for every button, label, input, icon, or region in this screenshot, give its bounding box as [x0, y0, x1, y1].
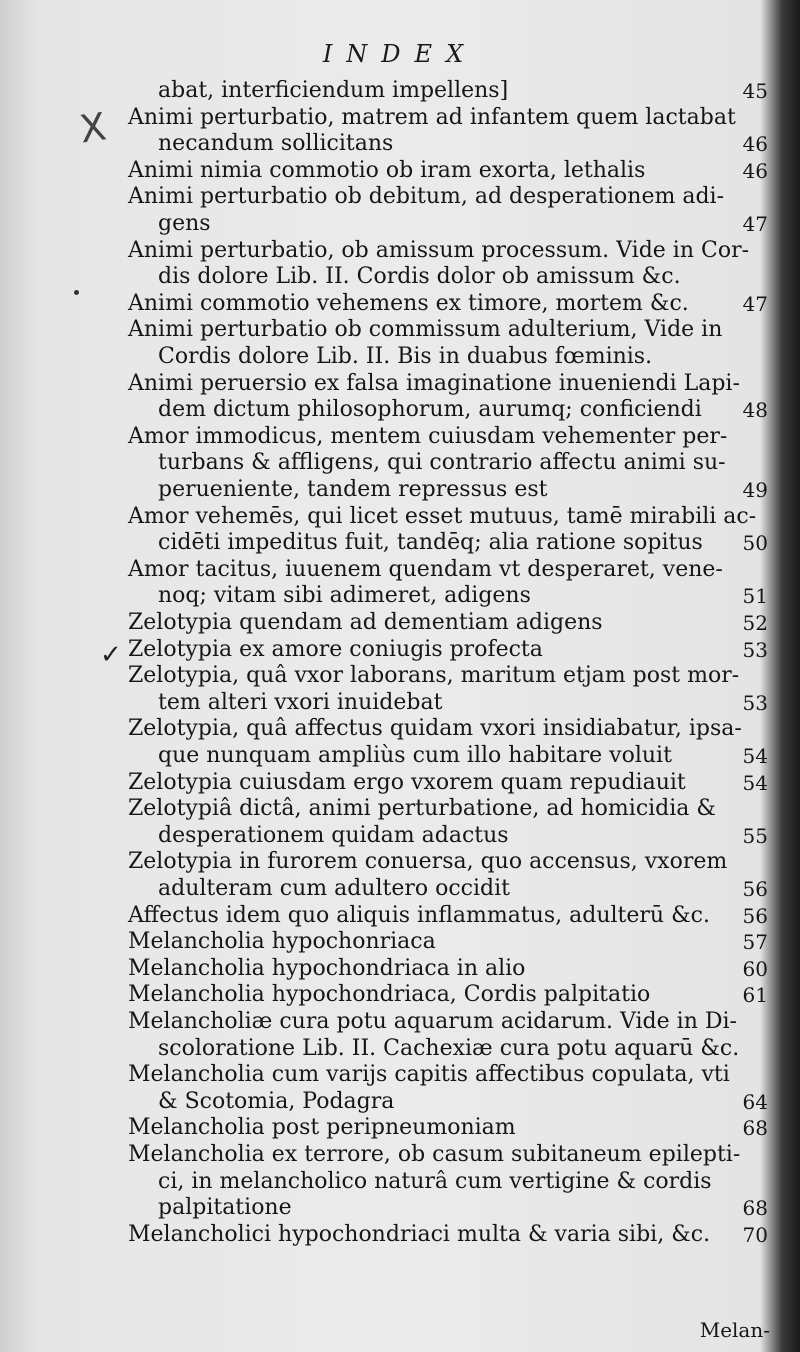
index-entry-text: Melancholia hypochonriaca — [128, 929, 436, 955]
margin-check-mark: ✓ — [100, 640, 122, 670]
index-entry-text: Animi nimia commotio ob iram exorta, lethalis — [128, 157, 646, 183]
index-page-number: 48 — [742, 398, 768, 423]
index-entry-text: desperationem quidam adactus — [158, 822, 509, 848]
index-page-number: 68 — [742, 1196, 768, 1221]
index-page-number: 54 — [742, 744, 768, 768]
index-entry-text: Zelotypia, quâ vxor laborans, maritum etjam post mor- — [128, 663, 740, 689]
index-page-number: 57 — [742, 930, 768, 955]
index-entry-text: Zelotypia quendam ad dementiam adigens — [128, 610, 603, 635]
index-entry-text: noq; vitam sibi adimeret, adigens — [158, 583, 531, 609]
index-page-number: 49 — [742, 478, 768, 502]
index-page-number: 60 — [742, 956, 768, 981]
index-entry-text: gens — [158, 211, 211, 236]
index-page-number: 52 — [742, 611, 768, 635]
index-entry-text: Animi perturbatio, ob amissum processum. Vide in Cor- — [128, 237, 750, 263]
index-page-number: 70 — [742, 1222, 768, 1247]
index-entry-text: Animi commotio vehemens ex timore, mortem &c. — [128, 290, 689, 316]
index-entry-text: Melancholiæ cura potu aquarum acidarum. Vide in Di- — [128, 1009, 737, 1034]
index-page-number: 51 — [742, 584, 768, 609]
index-page-number: 56 — [742, 877, 768, 901]
index-entry-text: dem dictum philosophorum, aurumq; conficiendi — [158, 397, 702, 423]
index-entry-text: Zelotypiâ dictâ, animi perturbatione, ad homicidia & — [128, 796, 716, 822]
index-page-number: 61 — [742, 983, 768, 1008]
index-page-number: 46 — [742, 132, 768, 157]
index-entry-text: Affectus idem quo aliquis inflammatus, adulterū &c. — [128, 902, 710, 928]
index-entry-text: Melancholici hypochondriaci multa & varia sibi, &c. — [128, 1221, 711, 1247]
index-entry-text: Melancholia post peripneumoniam — [128, 1115, 516, 1141]
index-entry-text: ci, in melancholico naturâ cum vertigine & cordis — [158, 1168, 712, 1194]
index-entry-text: necandum sollicitans — [158, 131, 394, 157]
ink-dot — [74, 290, 79, 295]
index-entry-text: abat, interficiendum impellens] — [158, 78, 509, 103]
index-entry-text: turbans & affligens, qui contrario affectu animi su- — [158, 450, 726, 476]
index-entry-text: que nunquam ampliùs cum illo habitare voluit — [158, 743, 672, 768]
index-entry-text: scoloratione Lib. II. Cachexiæ cura potu aquarū &c. — [158, 1035, 740, 1061]
index-entry-text: Zelotypia in furorem conuersa, quo accensus, vxorem — [128, 849, 728, 875]
index-entry-text: Amor vehemēs, qui licet esset mutuus, tamē mirabili ac- — [128, 503, 757, 529]
index-page-number: 53 — [742, 637, 768, 662]
margin-x-mark: X — [77, 104, 109, 152]
index-entry-text: Cordis dolore Lib. II. Bis in duabus fœminis. — [158, 344, 653, 369]
index-page-number: 64 — [742, 1089, 768, 1114]
index-entry-text: tem alteri vxori inuidebat — [158, 689, 443, 715]
page-header: INDEX — [322, 40, 478, 68]
index-entry-text: Animi peruersio ex falsa imaginatione inueniendi Lapi- — [128, 370, 740, 396]
index-entry-text: Amor immodicus, mentem cuiusdam vehementer per- — [128, 423, 728, 449]
index-entry-text: Animi perturbatio, matrem ad infantem quem lactabat — [128, 104, 736, 130]
index-entry-text: Zelotypia ex amore coniugis profecta — [128, 636, 543, 662]
index-entry-text: Amor tacitus, iuuenem quendam vt desperaret, vene- — [128, 556, 723, 582]
index-entry-text: Melancholia ex terrore, ob casum subitaneum epilepti- — [128, 1142, 741, 1167]
index-entry-text: Melancholia hypochondriaca, Cordis palpitatio — [128, 982, 651, 1008]
index-entry-text: palpitatione — [158, 1195, 292, 1221]
index-page-number: 45 — [742, 79, 768, 103]
index-entry-text: Zelotypia cuiusdam ergo vxorem quam repudiauit — [128, 769, 686, 795]
index-page-number: 50 — [742, 531, 768, 556]
index-page-number: 47 — [742, 291, 768, 316]
index-entry-text: Melancholia cum varijs capitis affectibus copulata, vti — [128, 1062, 730, 1088]
catchword: Melan- — [699, 1318, 770, 1342]
index-entry-text: cidēti impeditus fuit, tandēq; alia ratione sopitus — [158, 530, 703, 556]
index-page-number: 56 — [742, 903, 768, 928]
index-entry-text: & Scotomia, Podagra — [158, 1088, 395, 1114]
index-entry-text: perueniente, tandem repressus est — [158, 477, 548, 502]
index-page-number: 68 — [742, 1116, 768, 1141]
index-entry-text: Animi perturbatio ob commissum adulterium, Vide in — [128, 317, 723, 343]
index-entry-text: Zelotypia, quâ affectus quidam vxori insidiabatur, ipsa- — [128, 716, 742, 742]
index-entry-text: adulteram cum adultero occidit — [158, 876, 510, 901]
index-page-number: 47 — [742, 212, 768, 236]
index-page-number: 46 — [742, 158, 768, 183]
index-entry-text: Animi perturbatio ob debitum, ad desperationem adi- — [128, 184, 724, 210]
index-page-number: 53 — [742, 690, 768, 715]
index-entry-text: dis dolore Lib. II. Cordis dolor ob amissum &c. — [158, 264, 681, 290]
index-page-number: 55 — [742, 823, 768, 848]
index-entry-text: Melancholia hypochondriaca in alio — [128, 955, 526, 981]
index-page-number: 54 — [742, 770, 768, 795]
